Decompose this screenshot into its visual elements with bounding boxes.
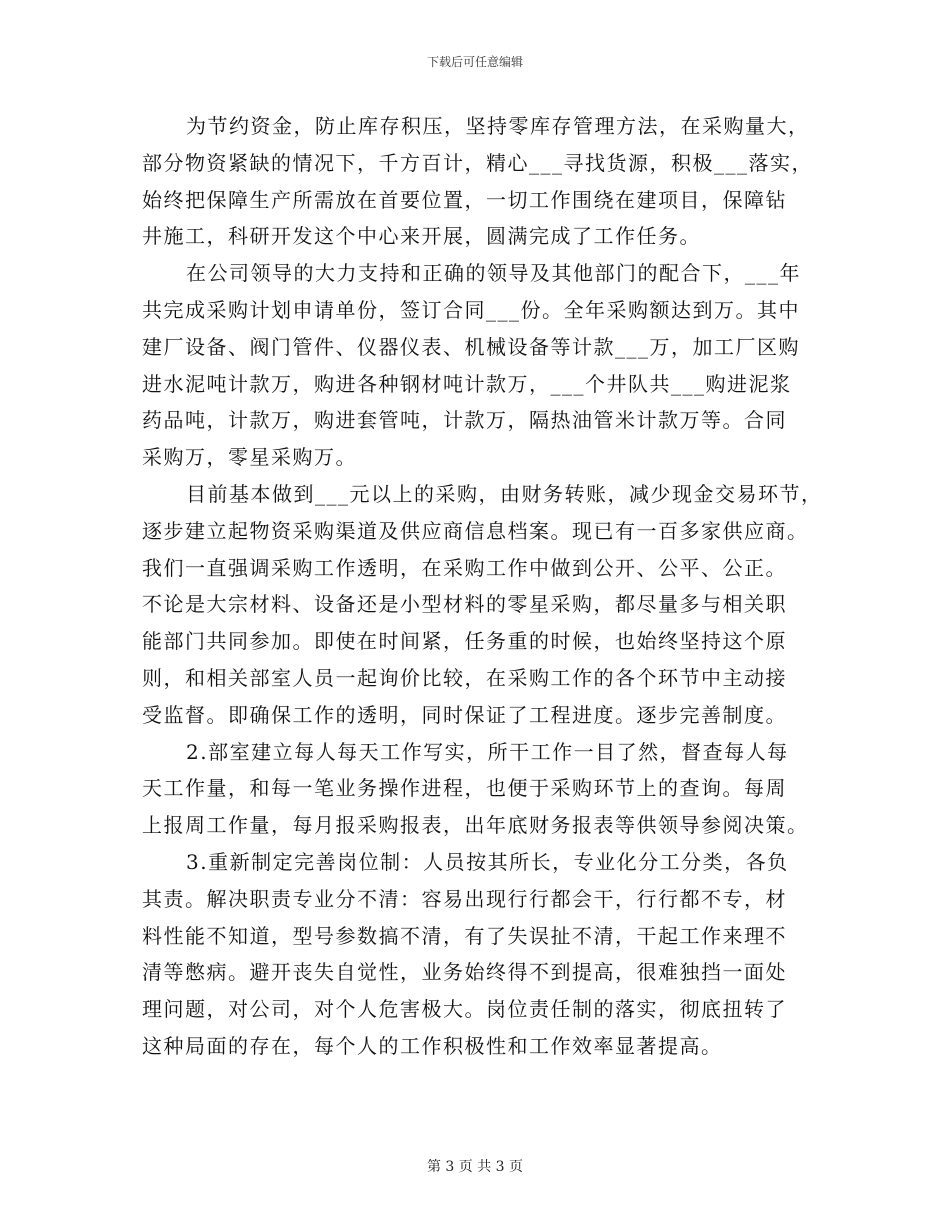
- text-line: 2.部室建立每人每天工作写实，所干工作一目了然，督查每人每: [186, 739, 789, 764]
- text-line: 为节约资金，防止库存积压，坚持零库存管理方法，在采购量大，: [186, 114, 810, 138]
- text-line: 受监督。即确保工作的透明，同时保证了工程进度。逐步完善制度。: [142, 702, 787, 727]
- text-line: 在公司领导的大力支持和正确的领导及其他部门的配合下，___年: [186, 261, 801, 286]
- document-body: [142, 108, 832, 1065]
- text-line: 共完成采购计划申请单份，签订合同___份。全年采购额达到万。其中: [142, 297, 800, 322]
- text-line: 料性能不知道，型号参数搞不清，有了失误扯不清，干起工作来理不: [142, 923, 787, 948]
- text-line: 建厂设备、阀门管件、仪器仪表、机械设备等计款___万，加工厂区购: [142, 334, 800, 359]
- text-line: 3.重新制定完善岗位制：人员按其所长，专业化分工分类，各负: [186, 849, 789, 874]
- text-line: 目前基本做到___元以上的采购，由财务转账，减少现金交易环节，: [186, 481, 823, 506]
- text-line: 其责。解决职责专业分不清：容易出现行行都会干，行行都不专，材: [142, 886, 787, 911]
- text-line: 药品吨，计款万，购进套管吨，计款万，隔热油管米计款万等。合同: [142, 408, 787, 433]
- text-line: 清等憋病。避开丧失自觉性，业务始终得不到提高，很难独挡一面处: [142, 960, 787, 985]
- text-line: 逐步建立起物资采购渠道及供应商信息档案。现已有一百多家供应商。: [142, 518, 809, 543]
- text-line: 部分物资紧缺的情况下，千方百计，精心___寻找货源，积极___落实，: [142, 150, 813, 175]
- text-line: 上报周工作量，每月报采购报表，出年底财务报表等供领导参阅决策。: [142, 813, 809, 838]
- text-line: 井施工，科研开发这个中心来开展，圆满完成了工作任务。: [142, 224, 701, 249]
- text-line: 这种局面的存在，每个人的工作积极性和工作效率显著提高。: [142, 1033, 723, 1058]
- text-line: 不论是大宗材料、设备还是小型材料的零星采购，都尽量多与相关职: [142, 592, 787, 617]
- text-line: 采购万，零星采购万。: [142, 445, 357, 470]
- page-number: 第 3 页 共 3 页: [426, 1159, 524, 1175]
- text-line: 天工作量，和每一笔业务操作进程，也便于采购环节上的查询。每周: [142, 776, 787, 801]
- text-line: 能部门共同参加。即使在时间紧，任务重的时候，也始终坚持这个原: [142, 629, 787, 654]
- text-line: 我们一直强调采购工作透明，在采购工作中做到公开、公平、公正。: [142, 555, 787, 580]
- text-line: 理问题，对公司，对个人危害极大。岗位责任制的落实，彻底扭转了: [142, 997, 787, 1022]
- text-line: 始终把保障生产所需放在首要位置，一切工作围绕在建项目，保障钻: [142, 187, 787, 212]
- text-line: 则，和相关部室人员一起询价比较，在采购工作的各个环节中主动接: [142, 665, 787, 690]
- page-header: 下载后可任意编辑: [426, 55, 523, 69]
- text-line: 进水泥吨计款万，购进各种钢材吨计款万，___个井队共___购进泥浆: [142, 371, 792, 396]
